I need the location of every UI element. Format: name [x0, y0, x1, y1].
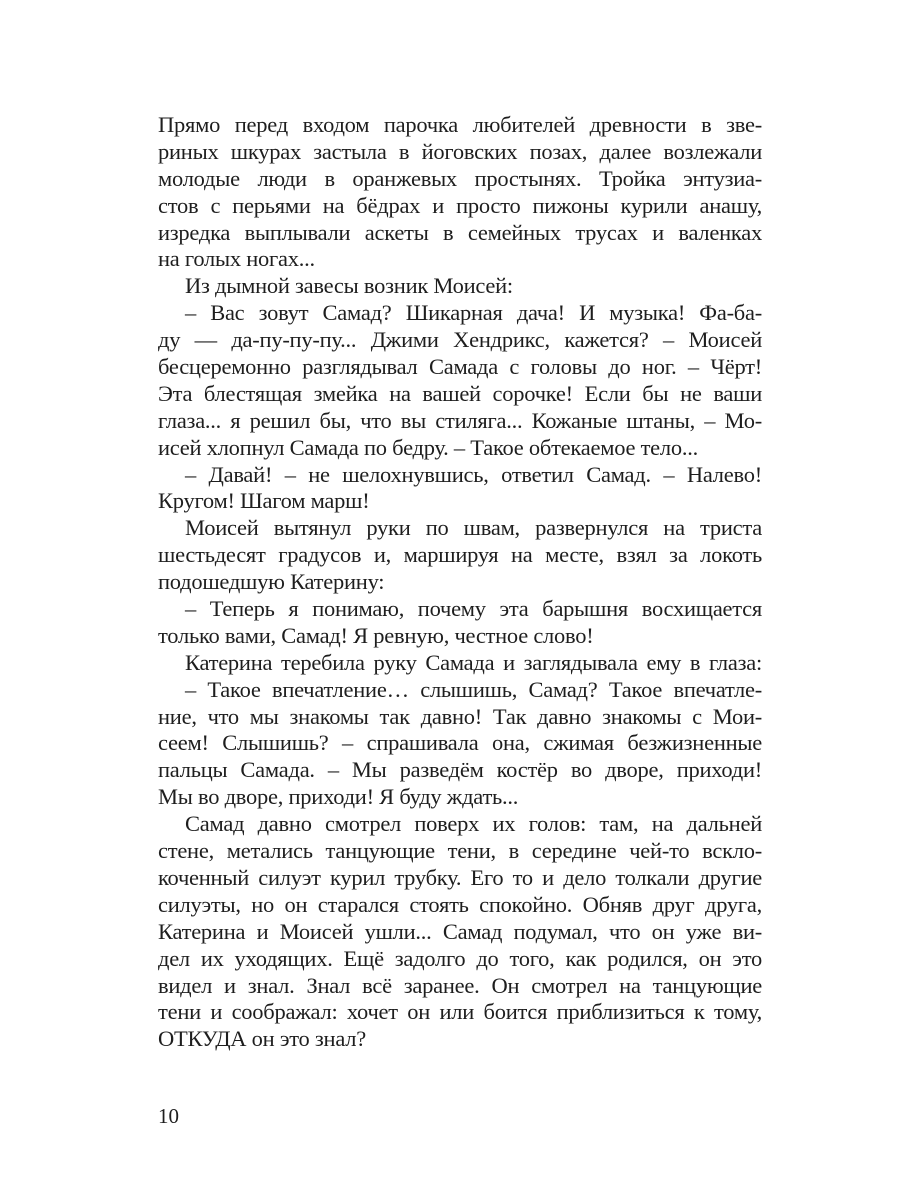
paragraph: [158, 596, 762, 650]
text-line: сеем! Слышишь? – спрашивала она, сжимая безжизненные: [158, 730, 762, 756]
text-line: ду — да-пу-пу-пу... Джими Хендрикс, кажется? – Моисей: [158, 327, 762, 353]
text-line: – Вас зовут Самад? Шикарная дача! И музыка! Фа-ба-: [185, 300, 762, 326]
text-line: Из дымной завесы возник Моисей:: [185, 273, 513, 299]
text-line: – Давай! – не шелохнувшись, ответил Самад. – Налево!: [185, 461, 762, 487]
text-line: видел и знал. Знал всё заранее. Он смотрел на танцующие: [158, 972, 762, 998]
paragraph: [158, 811, 762, 1053]
text-line: Эта блестящая змейка на вашей сорочке! Если бы не ваши: [158, 380, 762, 406]
text-line: риных шкурах застыла в йоговских позах, далее возлежали: [158, 138, 762, 164]
text-line: молодые люди в оранжевых простынях. Тройка энтузиа-: [158, 165, 762, 191]
paragraph: [158, 650, 762, 677]
text-line: дел их уходящих. Ещё задолго до того, как родился, он это: [158, 945, 762, 971]
body-text: [158, 112, 762, 1053]
text-line: подошедшую Катерину:: [158, 569, 385, 595]
text-line: шестьдесят градусов и, маршируя на месте, взял за локоть: [158, 542, 762, 568]
text-line: стов с перьями на бёдрах и просто пижоны курили анашу,: [158, 192, 762, 218]
paragraph: [158, 677, 762, 811]
text-line: на голых ногах...: [158, 246, 315, 272]
text-line: Мы во дворе, приходи! Я буду ждать...: [158, 784, 519, 810]
paragraph: [158, 515, 762, 596]
text-line: Моисей вытянул руки по швам, развернулся на триста: [185, 515, 762, 541]
text-line: Катерина и Моисей ушли... Самад подумал, что он уже ви-: [158, 918, 762, 944]
paragraph: [158, 462, 762, 516]
text-line: глаза... я решил бы, что вы стиляга... Кожаные штаны, – Мо-: [158, 407, 762, 433]
paragraph: [158, 300, 762, 461]
paragraph: [158, 273, 762, 300]
text-line: Самад давно смотрел поверх их голов: там, на дальней: [185, 811, 762, 837]
text-line: Кругом! Шагом марш!: [158, 488, 370, 514]
text-line: коченный силуэт курил трубку. Его то и дело толкали другие: [158, 864, 762, 890]
text-line: – Такое впечатление… слышишь, Самад? Такое впечатле-: [185, 676, 762, 702]
text-line: ОТКУДА он это знал?: [158, 1026, 366, 1052]
page-number: 10: [158, 1104, 179, 1128]
text-line: тени и соображал: хочет он или боится приблизиться к тому,: [158, 999, 762, 1025]
paragraph: [158, 112, 762, 273]
text-line: только вами, Самад! Я ревную, честное слово!: [158, 622, 594, 648]
text-line: ние, что мы знакомы так давно! Так давно знакомы с Мои-: [158, 703, 762, 729]
text-line: изредка выплывали аскеты в семейных трусах и валенках: [158, 219, 762, 245]
text-line: Катерина теребила руку Самада и заглядывала ему в глаза:: [185, 649, 762, 675]
text-line: бесцеремонно разглядывал Самада с головы до ног. – Чёрт!: [158, 354, 762, 380]
text-line: пальцы Самада. – Мы разведём костёр во дворе, приходи!: [158, 757, 762, 783]
text-line: силуэты, но он старался стоять спокойно. Обняв друг друга,: [158, 891, 762, 917]
text-line: исей хлопнул Самада по бедру. – Такое обтекаемое тело...: [158, 434, 699, 460]
text-line: стене, метались танцующие тени, в середине чей-то вскло-: [158, 838, 762, 864]
text-line: Прямо перед входом парочка любителей древности в зве-: [158, 112, 762, 137]
text-line: – Теперь я понимаю, почему эта барышня восхищается: [185, 596, 762, 622]
